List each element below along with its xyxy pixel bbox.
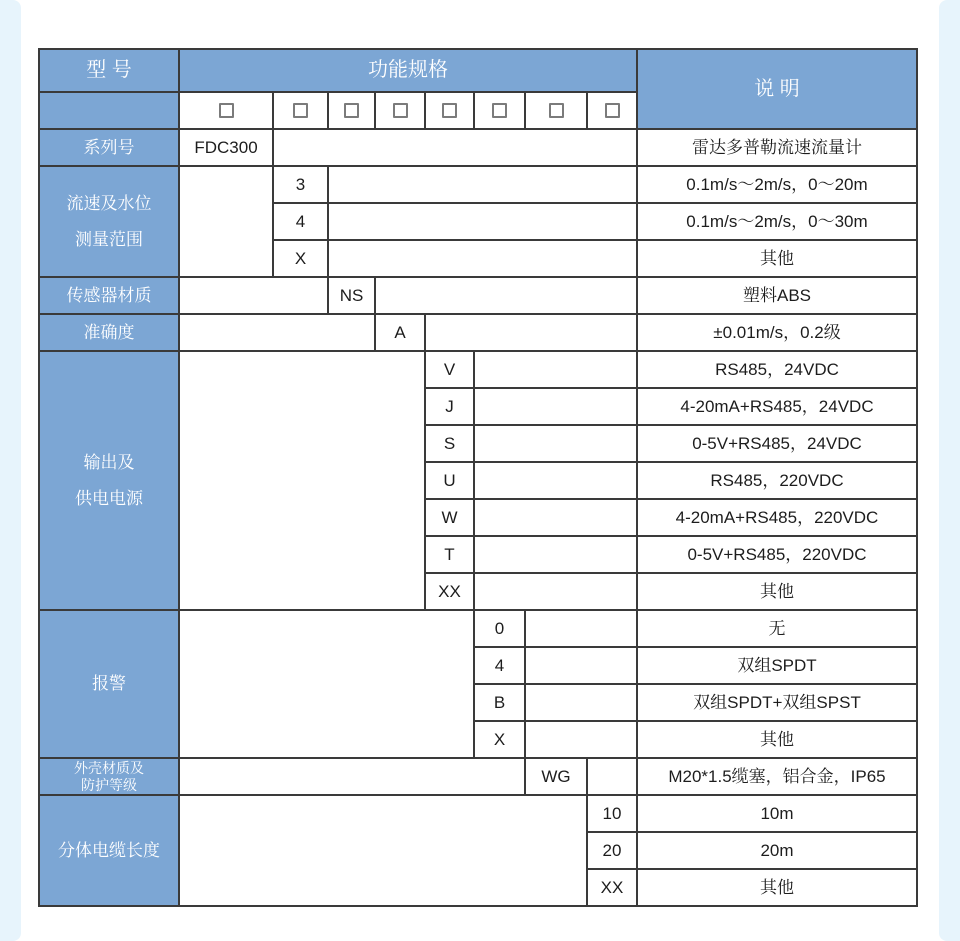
description-cell: 0.1m/s～2m/s，0～20m [638,167,916,202]
section-label-line: 流速及水位 [66,193,152,213]
code-cell: V [426,352,473,387]
description-cell: 其他 [638,722,916,757]
code-cell: WG [526,759,586,794]
empty-cell [180,315,374,350]
description-cell: 其他 [638,241,916,276]
section-label [40,352,178,609]
code-cell: X [475,722,524,757]
section-label [40,315,178,350]
section-label [40,130,178,165]
section-label-line: 输出及 [83,452,135,472]
empty-cell [475,426,636,461]
section-label-line: 系列号 [83,137,135,157]
empty-square-checkbox-icon[interactable] [549,103,564,118]
description-cell: 0-5V+RS485，24VDC [638,426,916,461]
section-label [40,759,178,794]
empty-cell [475,574,636,609]
left-edge-strip [0,0,21,941]
empty-cell [588,759,636,794]
code-cell: J [426,389,473,424]
empty-cell [475,500,636,535]
description-cell: 0.1m/s～2m/s，0～30m [638,204,916,239]
code-cell: T [426,537,473,572]
code-cell: U [426,463,473,498]
empty-cell [526,648,636,683]
description-cell: 10m [638,796,916,831]
section-label-line: 传感器材质 [66,285,152,305]
empty-cell [329,167,636,202]
code-cell: NS [329,278,374,313]
description-cell: 双组SPDT [638,648,916,683]
model-checkbox-cell [588,93,636,128]
empty-cell [180,796,586,905]
right-edge-strip [939,0,960,941]
empty-square-checkbox-icon[interactable] [442,103,457,118]
code-cell: 10 [588,796,636,831]
code-cell: XX [588,870,636,905]
description-cell: M20*1.5缆塞，铝合金，IP65 [638,759,916,794]
section-label-line: 防护等级 [81,777,137,793]
section-label [40,278,178,313]
model-checkbox-cell [475,93,524,128]
description-cell: 4-20mA+RS485，220VDC [638,500,916,535]
empty-cell [475,389,636,424]
empty-square-checkbox-icon[interactable] [605,103,620,118]
code-cell: 4 [475,648,524,683]
section-label-line: 准确度 [83,322,135,342]
section-label-line: 分体电缆长度 [58,840,160,860]
empty-cell [180,167,272,276]
description-cell: 双组SPDT+双组SPST [638,685,916,720]
header-description: 说 明 [638,50,916,128]
description-cell: 其他 [638,574,916,609]
description-cell: 0-5V+RS485，220VDC [638,537,916,572]
empty-cell [475,463,636,498]
empty-cell [274,130,636,165]
empty-cell [426,315,636,350]
empty-cell [475,352,636,387]
section-label-line: 供电电源 [75,488,143,508]
section-label-line: 报警 [92,674,126,694]
empty-cell [180,352,424,609]
empty-square-checkbox-icon[interactable] [293,103,308,118]
code-cell: 3 [274,167,327,202]
description-cell: 4-20mA+RS485，24VDC [638,389,916,424]
section-label-line: 测量范围 [75,229,143,249]
empty-cell [526,611,636,646]
description-cell: 塑料ABS [638,278,916,313]
empty-square-checkbox-icon[interactable] [393,103,408,118]
header-model: 型 号 [40,50,178,91]
description-cell: 20m [638,833,916,868]
code-cell: 4 [274,204,327,239]
code-cell: 20 [588,833,636,868]
model-checkbox-cell [426,93,473,128]
model-ordering-spec-table [38,48,918,907]
empty-cell [376,278,636,313]
model-checkbox-cell [274,93,327,128]
description-cell: RS485，220VDC [638,463,916,498]
empty-square-checkbox-icon[interactable] [344,103,359,118]
empty-cell [526,722,636,757]
description-cell: 雷达多普勒流速流量计 [638,130,916,165]
header-function-spec: 功能规格 [180,50,636,91]
empty-cell [329,241,636,276]
section-label [40,167,178,276]
description-cell: RS485，24VDC [638,352,916,387]
description-cell: ±0.01m/s，0.2级 [638,315,916,350]
code-cell: XX [426,574,473,609]
empty-cell [475,537,636,572]
code-cell: S [426,426,473,461]
code-cell: W [426,500,473,535]
code-cell: X [274,241,327,276]
model-checkbox-cell [526,93,586,128]
empty-cell [329,204,636,239]
section-label [40,611,178,757]
description-cell: 无 [638,611,916,646]
description-cell: 其他 [638,870,916,905]
section-label [40,796,178,905]
code-cell: FDC300 [180,130,272,165]
section-label-line: 外壳材质及 [74,759,144,776]
empty-cell [180,759,524,794]
code-cell: B [475,685,524,720]
model-checkbox-cell [329,93,374,128]
empty-cell [526,685,636,720]
empty-cell [180,278,327,313]
empty-square-checkbox-icon[interactable] [219,103,234,118]
code-cell: 0 [475,611,524,646]
model-checkbox-cell [376,93,424,128]
model-checkbox-cell [180,93,272,128]
header-empty-cell [40,93,178,128]
code-cell: A [376,315,424,350]
empty-square-checkbox-icon[interactable] [492,103,507,118]
empty-cell [180,611,473,757]
